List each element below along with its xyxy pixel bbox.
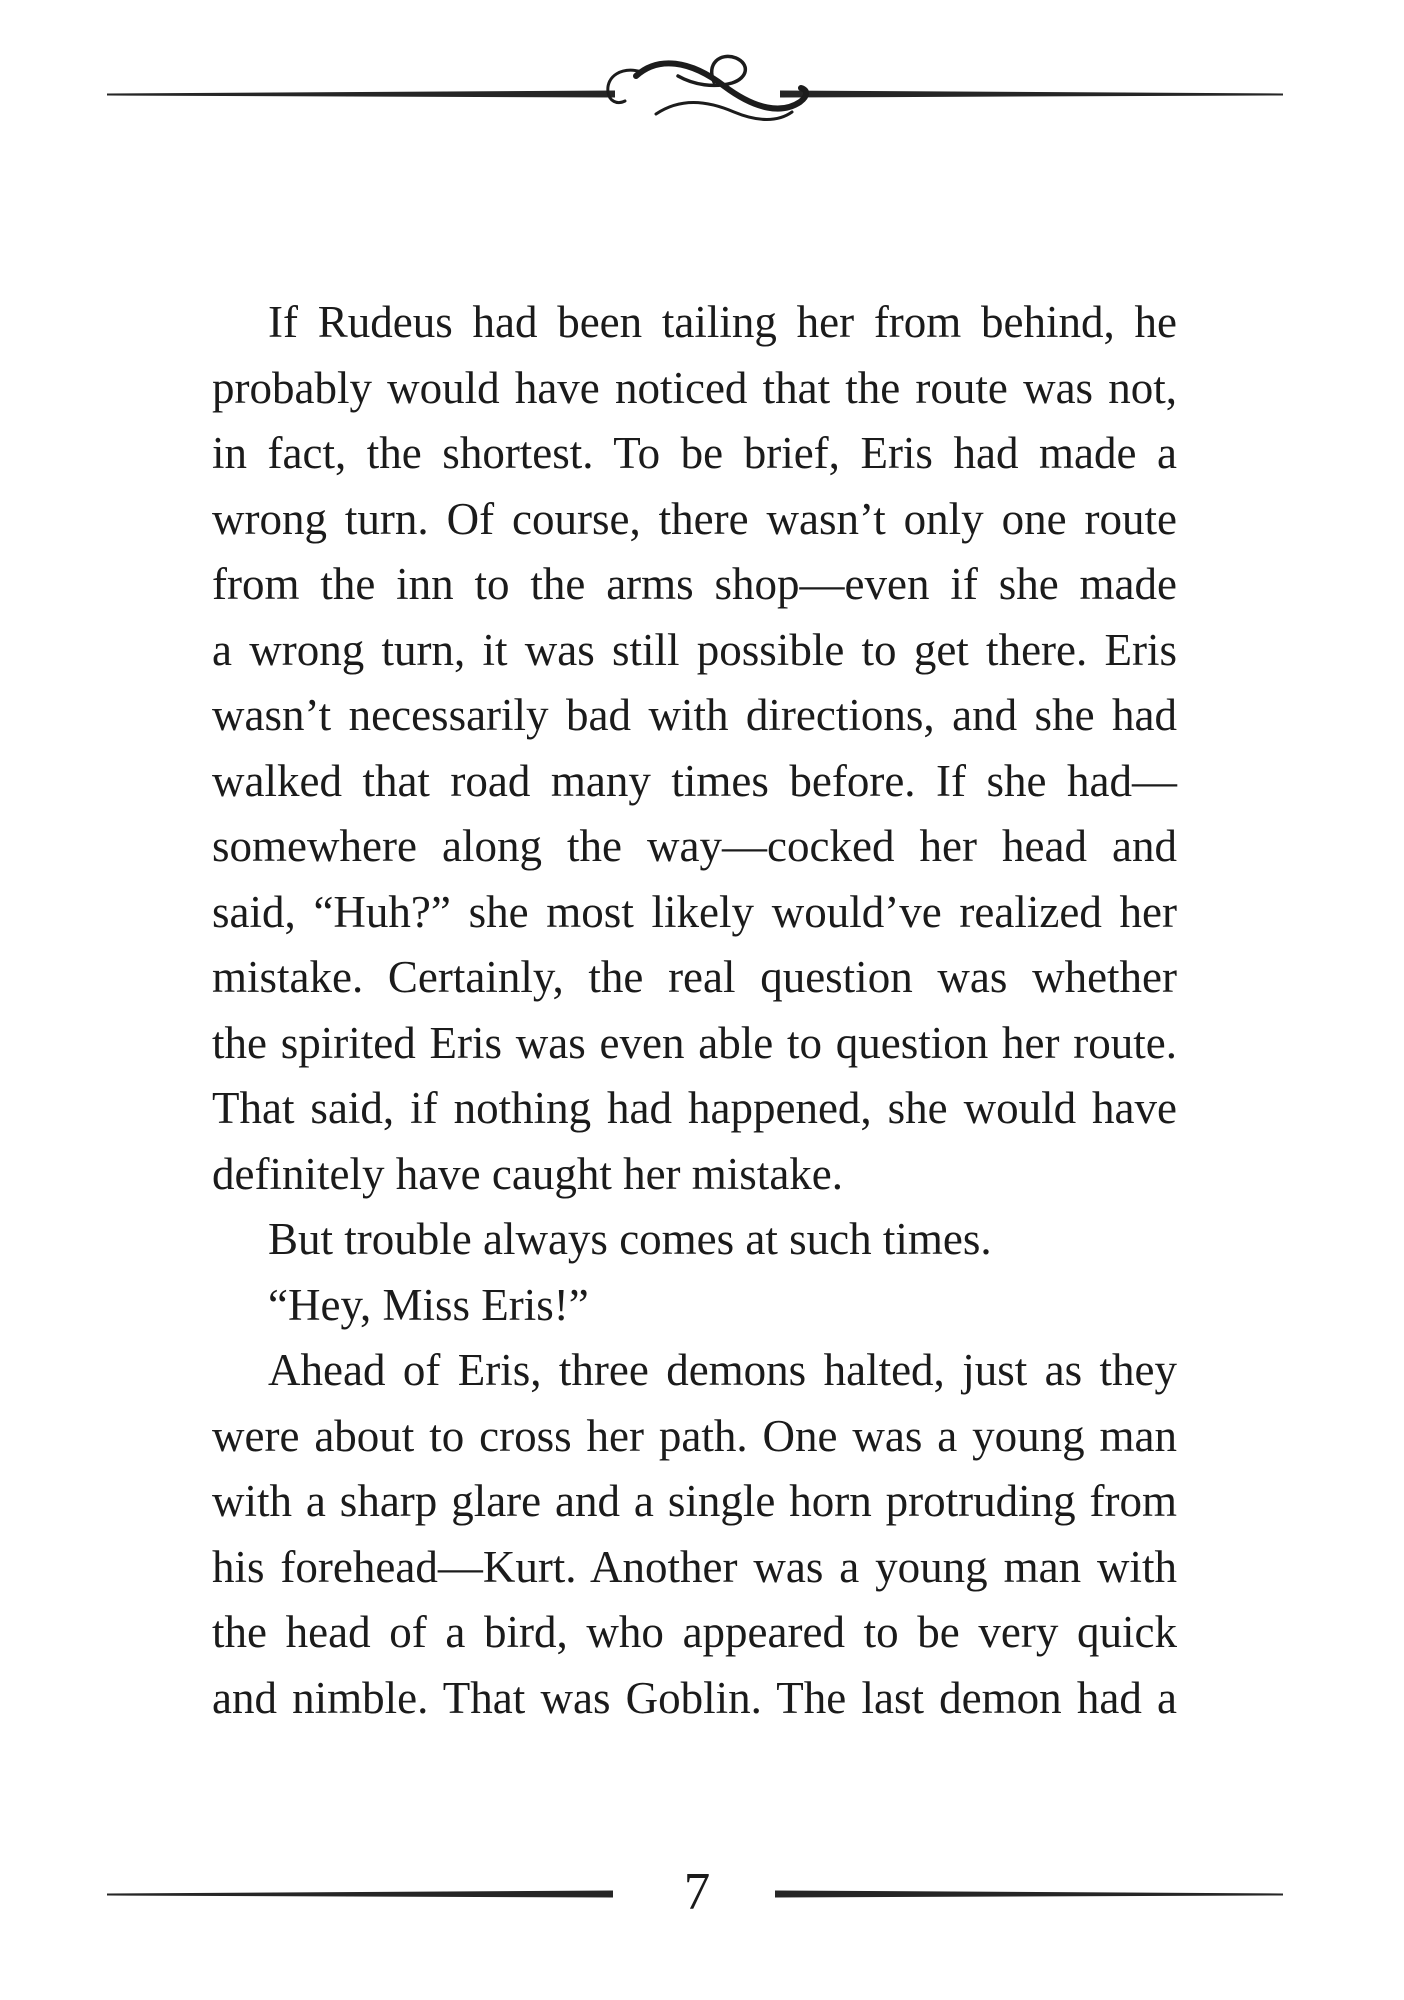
- text-line: mistake. Certainly, the real question was whether: [212, 952, 1177, 1002]
- text-line: “Hey, Miss Eris!”: [268, 1279, 589, 1330]
- text-line: definitely have caught her mistake.: [212, 1148, 844, 1199]
- tapered-rule-left: [107, 1891, 613, 1898]
- tapered-rule-right: [780, 91, 1283, 98]
- text-line: said, “Huh?” she most likely would’ve realized her: [212, 886, 1177, 937]
- text-line: Ahead of Eris, three demons halted, just as they: [268, 1345, 1177, 1395]
- text-line: with a sharp glare and a single horn protruding from: [212, 1476, 1177, 1526]
- text-line: and nimble. That was Goblin. The last demon had a: [212, 1672, 1177, 1723]
- text-line: the spirited Eris was even able to question her route.: [212, 1017, 1177, 1068]
- text-line: If Rudeus had been tailing her from behind, he: [268, 297, 1177, 347]
- text-line: in fact, the shortest. To be brief, Eris had made a: [212, 428, 1177, 478]
- tapered-rule-right: [775, 1891, 1283, 1898]
- body-text: [212, 290, 1177, 1731]
- text-line: wasn’t necessarily bad with directions, and she had: [212, 690, 1177, 740]
- text-line: were about to cross her path. One was a young man: [212, 1410, 1177, 1461]
- text-line: his forehead—Kurt. Another was a young man with: [212, 1541, 1177, 1592]
- header-ornament: [0, 0, 1404, 150]
- text-line: the head of a bird, who appeared to be very quick: [212, 1607, 1177, 1657]
- text-line: from the inn to the arms shop—even if she made: [212, 559, 1177, 609]
- tapered-rule-left: [107, 91, 615, 98]
- calligraphic-flourish-icon: [608, 56, 806, 119]
- text-line: wrong turn. Of course, there wasn’t only one route: [212, 493, 1177, 544]
- text-line: That said, if nothing had happened, she would have: [212, 1083, 1177, 1133]
- text-line: somewhere along the way—cocked her head and: [212, 821, 1177, 871]
- page-number: 7: [683, 1863, 711, 1921]
- text-line: probably would have noticed that the route was not,: [212, 362, 1177, 413]
- text-line: walked that road many times before. If she had—: [212, 755, 1177, 806]
- text-line: a wrong turn, it was still possible to get there. Eris: [212, 624, 1177, 675]
- text-line: But trouble always comes at such times.: [268, 1214, 992, 1264]
